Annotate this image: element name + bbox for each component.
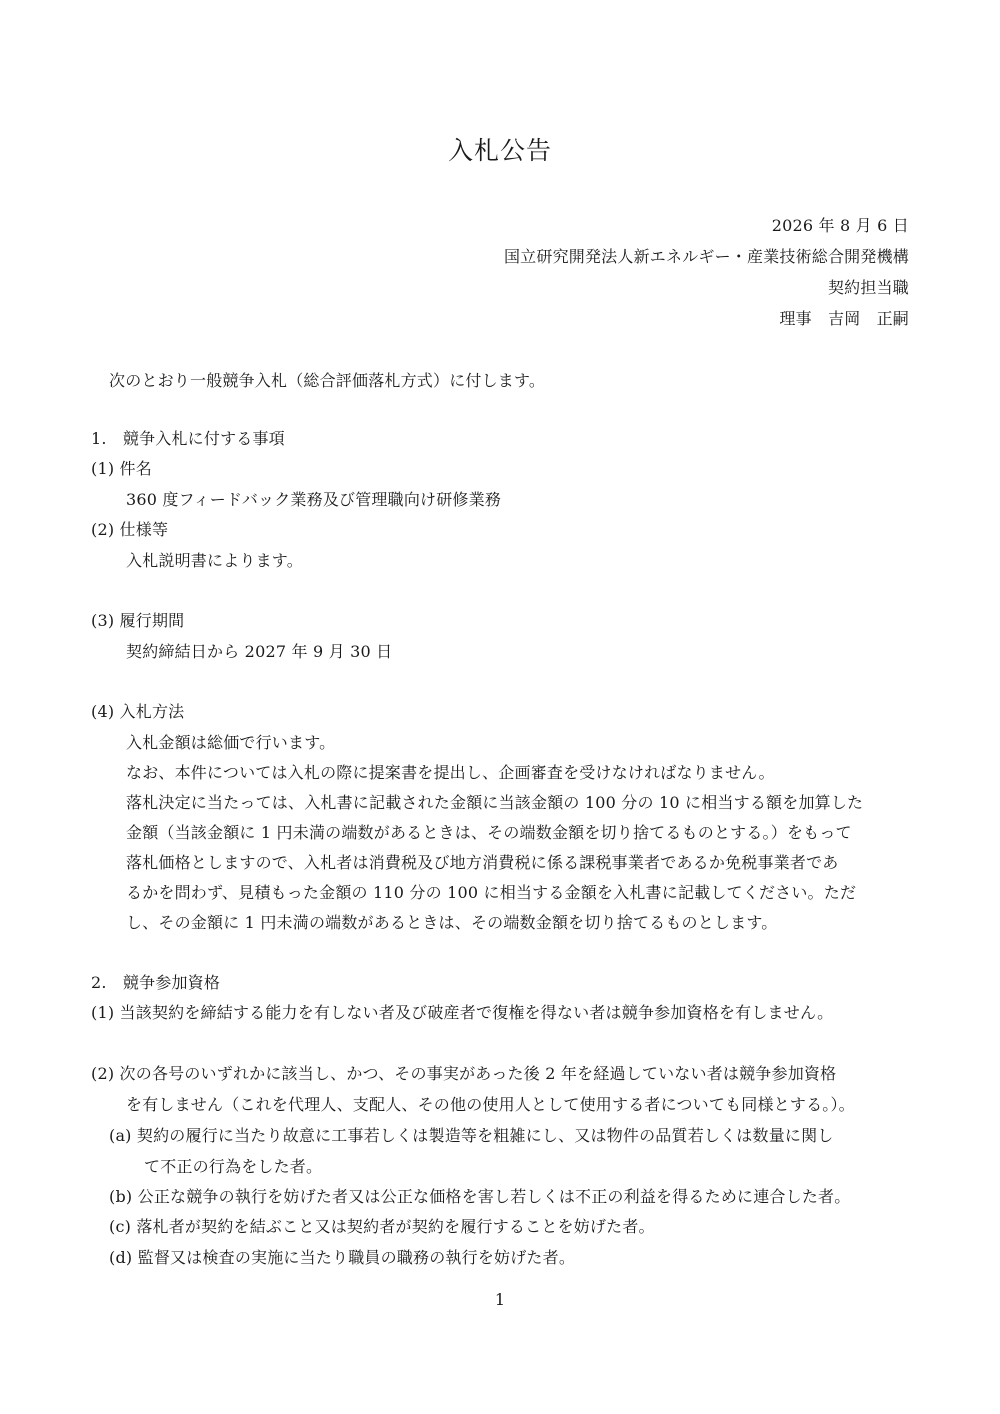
item-1-1-label: (1) 件名 [91, 459, 152, 478]
section-1-heading: 1. 競争入札に付する事項 [91, 429, 285, 448]
paragraph-line: 入札金額は総価で行います。 [126, 733, 336, 752]
intro-text: 次のとおり一般競争入札（総合評価落札方式）に付します。 [109, 371, 546, 390]
page-number: 1 [494, 1290, 506, 1309]
item-1-4-label: (4) 入札方法 [91, 702, 185, 721]
item-1-1-body: 360 度フィードバック業務及び管理職向け研修業務 [126, 490, 502, 509]
signatory-name: 理事 吉岡 正嗣 [779, 309, 909, 328]
section-2-heading: 2. 競争参加資格 [91, 973, 221, 992]
subitem-a-line-2: て不正の行為をした者。 [144, 1157, 323, 1176]
notice-date: 2026 年 8 月 6 日 [771, 216, 909, 235]
paragraph-line: なお、本件については入札の際に提案書を提出し、企画審査を受けなければなりません。 [126, 763, 775, 782]
item-2-2-line-2: を有しません（これを代理人、支配人、その他の使用人として使用する者についても同様とする。）。 [126, 1095, 855, 1114]
item-1-2-label: (2) 仕様等 [91, 520, 169, 539]
paragraph-line: 金額（当該金額に 1 円未満の端数があるときは、その端数金額を切り捨てるものとする。）をもって [126, 823, 852, 842]
paragraph-line: るかを問わず、見積もった金額の 110 分の 100 に相当する金額を入札書に記載してください。ただ [126, 883, 857, 902]
subitem-d: (d) 監督又は検査の実施に当たり職員の職務の執行を妨げた者。 [109, 1248, 576, 1267]
item-1-3-label: (3) 履行期間 [91, 611, 185, 630]
subitem-a-line-1: (a) 契約の履行に当たり故意に工事若しくは製造等を粗雑にし、又は物件の品質若しくは数量に関し [109, 1126, 834, 1145]
document-title: 入札公告 [447, 136, 552, 165]
item-2-2-line-1: (2) 次の各号のいずれかに該当し、かつ、その事実があった後 2 年を経過していない者は競争参加資格 [91, 1064, 837, 1083]
item-1-2-body: 入札説明書によります。 [126, 551, 303, 570]
organization-name: 国立研究開発法人新エネルギー・産業技術総合開発機構 [503, 247, 909, 266]
item-2-1-text: (1) 当該契約を締結する能力を有しない者及び破産者で復権を得ない者は競争参加資格を有しません。 [91, 1003, 834, 1022]
paragraph-line: し、その金額に 1 円未満の端数があるときは、その端数金額を切り捨てるものとします。 [126, 913, 778, 932]
official-position: 契約担当職 [827, 278, 909, 297]
paragraph-line: 落札決定に当たっては、入札書に記載された金額に当該金額の 100 分の 10 に相当する額を加算した [126, 793, 864, 812]
subitem-b: (b) 公正な競争の執行を妨げた者又は公正な価格を害し若しくは不正の利益を得るために連合した者。 [109, 1187, 851, 1206]
paragraph-line: 落札価格としますので、入札者は消費税及び地方消費税に係る課税事業者であるか免税事業者であ [126, 853, 839, 872]
subitem-c: (c) 落札者が契約を結ぶこと又は契約者が契約を履行することを妨げた者。 [109, 1217, 655, 1236]
item-1-3-body: 契約締結日から 2027 年 9 月 30 日 [126, 642, 393, 661]
